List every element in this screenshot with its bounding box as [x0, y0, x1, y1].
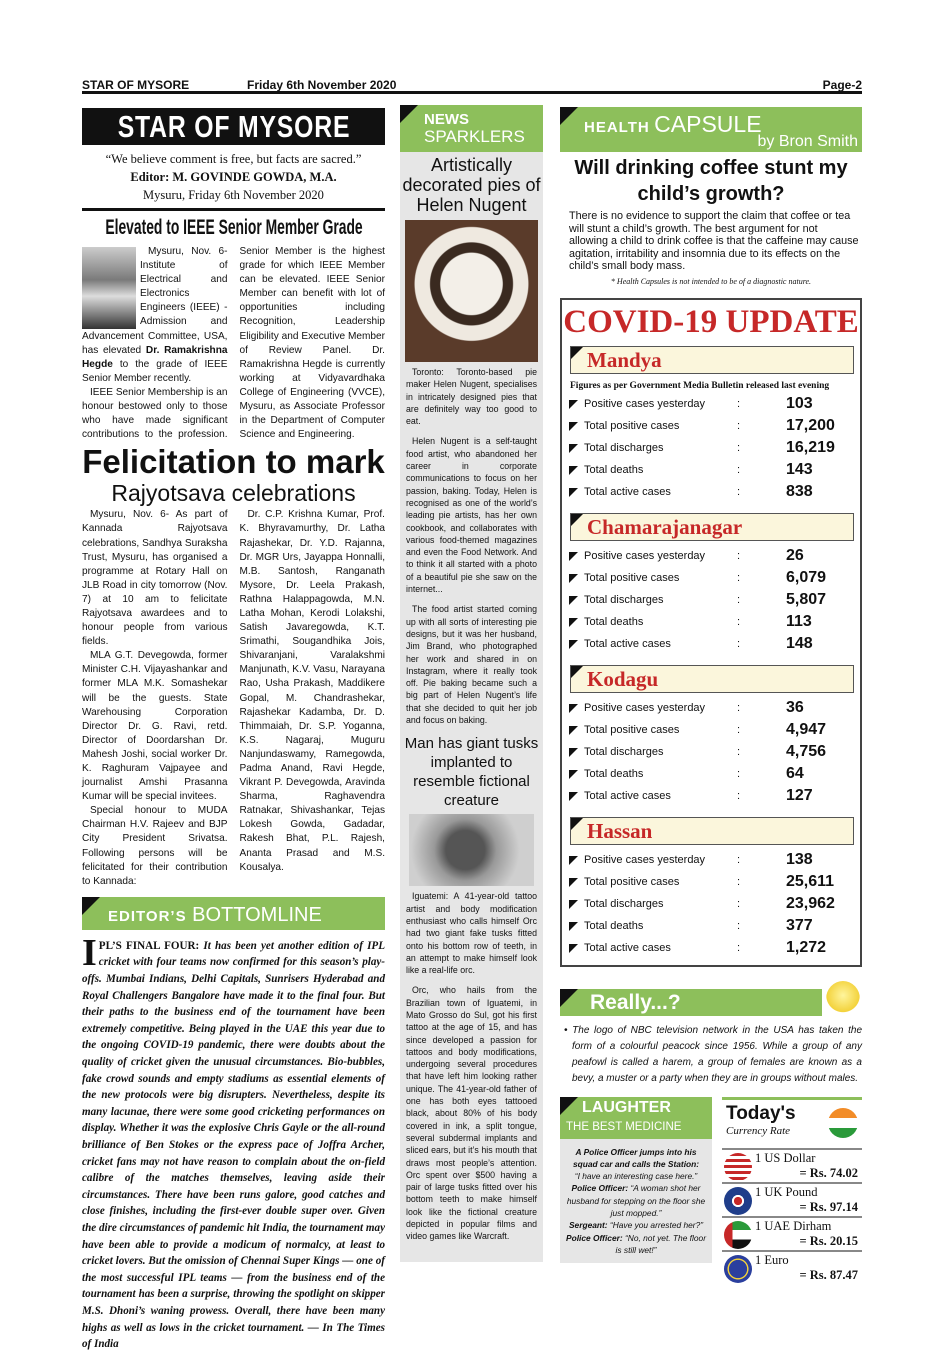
laughter-box	[560, 1097, 712, 1264]
covid-stat-row: Total discharges : 5,807	[562, 589, 860, 611]
covid-stat-row: Total discharges : 23,962	[562, 893, 860, 915]
bullet-triangle-icon	[569, 618, 578, 627]
stat-value: 25,611	[786, 872, 835, 890]
bullet-triangle-icon	[569, 400, 578, 409]
bullet-triangle-icon	[569, 466, 578, 475]
bullet-triangle-icon	[569, 900, 578, 909]
bullet-triangle-icon	[569, 944, 578, 953]
covid-source: Figures as per Government Media Bulletin released last evening	[570, 380, 830, 391]
health-answer: There is no evidence to support the claim that coffee or tea will stunt a child’s growth. The best argument for not allowing a child to drink coffee is that the caffeine may cause agitation, irritability and insomnia due to its effects on the child’s small body mass.	[569, 210, 859, 272]
heart-pie-photo	[405, 220, 538, 362]
bullet-triangle-icon	[569, 704, 578, 713]
district-header-hassan: Hassan	[570, 817, 854, 845]
stat-label: Total discharges	[584, 593, 664, 606]
really-fact: • The logo of NBC television network in the USA has taken the form of a colourful peacock since 1956. While a group of any peafowl is called a harem, a group of females are known as a bevy, a muster or a party when they are in groups without males.	[564, 1024, 862, 1084]
bullet-triangle-icon	[569, 726, 578, 735]
ieee-headline: Elevated to IEEE Senior Member Grade	[104, 216, 363, 239]
district-header-chamarajanagar: Chamarajanagar	[570, 513, 854, 541]
bullet-triangle-icon	[569, 444, 578, 453]
really-banner: Really...?	[560, 989, 822, 1016]
covid-stat-row: Total active cases : 1,272	[562, 937, 860, 959]
bullet-triangle-icon	[569, 596, 578, 605]
currency-row	[722, 1216, 862, 1250]
portrait-photo	[82, 247, 136, 329]
bullet-triangle-icon	[569, 770, 578, 779]
covid-stat-row: Positive cases yesterday : 26	[562, 545, 860, 567]
stat-value: 138	[786, 850, 813, 868]
covid-stat-row: Total deaths : 143	[562, 459, 860, 481]
currency-row	[722, 1182, 862, 1216]
covid-stat-row: Total deaths : 377	[562, 915, 860, 937]
covid-stat-row: Positive cases yesterday : 138	[562, 849, 860, 871]
tagline: “We believe comment is free, but facts are sacred.”	[105, 152, 362, 166]
editorial-text: IPL’S FINAL FOUR: It has been yet another edition of IPL cricket with four teams now confirmed for this season’s play-offs. Mumbai Indians, Delhi Capitals, Sunrisers Hyderabad and Royal Challengers Bangalore have made it to the final four. But their paths to the business end of the tournament have been extremely competitive. Being played in the UAE this year due to the ongoing COVID-19 pandemic, there were doubts about the quality of cricket given the unusual circumstances. Bio-bubbles, fake crowd sounds and empty stadiums as essential elements of the new protocols were big disrupters. Nevertheless, despite its many lacunae, there were some good cricketing performances on display. Whether it was the explosive Chris Gayle or the all-round brilliance of Ben Stokes or the express pace of Joffra Archer, cricket fans may not have reason to complain about the on-field calibre of the matches themselves, leaving aside their circumstances. There have been runs galore, good catches and close finishes, including the first-ever double super over. Given the dire circumstances of pandemic hit India, the tournament may have been able to provide a modicum of normalcy, at least to cricket lovers. But the omission of Chennai Super Kings — one of the most successful IPL teams — from the business end of the tournament has been a surprise, throwing the spotlight on skipper M.S. Dhoni’s waning prowess. Overall, there have been many highs as well as lows in the cricket tournament. — In The Times of India	[82, 931, 385, 1351]
currency-rate: = Rs. 74.02	[799, 1165, 858, 1180]
covid-title: COVID-19 UPDATE	[563, 303, 859, 340]
uk-flag-icon	[724, 1187, 752, 1215]
stat-label: Total positive cases	[584, 419, 680, 432]
stat-label: Total deaths	[584, 463, 644, 476]
india-flag-icon	[828, 1108, 858, 1138]
stat-label: Total discharges	[584, 441, 664, 454]
health-question: Will drinking coffee stunt my child’s growth?	[574, 157, 848, 205]
currency-title: Today's	[726, 1102, 796, 1124]
currency-name: 1 Euro	[755, 1252, 789, 1267]
lightbulb-mascot-icon	[826, 981, 860, 1017]
bullet-triangle-icon	[569, 922, 578, 931]
stat-label: Positive cases yesterday	[584, 701, 706, 714]
us-flag-icon	[724, 1153, 752, 1181]
currency-rate: = Rs. 87.47	[799, 1267, 858, 1282]
bullet-triangle-icon	[569, 552, 578, 561]
left-column	[82, 108, 385, 1353]
ieee-headline-box	[82, 215, 385, 243]
covid-stat-row: Total active cases : 127	[562, 785, 860, 807]
felicitation-headline: Felicitation to mark	[82, 443, 385, 481]
news-sparklers-panel	[400, 105, 543, 1262]
bullet-triangle-icon	[569, 878, 578, 887]
district-header-mandya: Mandya	[570, 346, 854, 374]
bullet-triangle-icon	[569, 856, 578, 865]
masthead-logo: STAR OF MYSORE	[82, 108, 385, 145]
bullet-triangle-icon	[569, 574, 578, 583]
stat-label: Total discharges	[584, 745, 664, 758]
stat-value: 17,200	[786, 416, 835, 434]
bullet-triangle-icon	[569, 748, 578, 757]
pies-headline: Artistically decorated pies of Helen Nugent	[402, 155, 541, 215]
issue-date: Friday 6th November 2020	[247, 78, 397, 92]
bullet-triangle-icon	[569, 640, 578, 649]
right-column	[560, 107, 862, 1284]
health-disclaimer: * Health Capsules is not intended to be of a diagnostic nature.	[610, 276, 812, 286]
covid-stat-row: Total positive cases : 25,611	[562, 871, 860, 893]
stat-label: Total active cases	[584, 637, 671, 650]
laughter-banner: LAUGHTER THE BEST MEDICINE	[560, 1097, 712, 1139]
bullet-triangle-icon	[569, 422, 578, 431]
stat-value: 143	[786, 460, 813, 478]
bullet-triangle-icon	[569, 792, 578, 801]
page-header	[82, 78, 862, 94]
stat-value: 16,219	[786, 438, 835, 456]
stat-value: 64	[786, 764, 804, 782]
stat-label: Total active cases	[584, 789, 671, 802]
covid-stat-row: Total active cases : 838	[562, 481, 860, 503]
really-header	[560, 981, 862, 1017]
health-capsule-banner: HEALTH CAPSULE by Bron Smith	[560, 107, 862, 152]
stat-value: 838	[786, 482, 813, 500]
stat-value: 23,962	[786, 894, 835, 912]
bullet-triangle-icon	[569, 488, 578, 497]
joke-text: A Police Officer jumps into his squad car and calls the Station: “I have an interesting case here.” Police Officer: “A woman shot her husband for stepping on the floor she just mopped.” Sergeant: “Have you arrested her?” Police Officer: “No, not yet. The floor is still wet!”	[566, 1146, 706, 1255]
editor-line: Editor: M. GOVINDE GOWDA, M.A.	[130, 170, 337, 184]
masthead-info	[82, 150, 385, 204]
pies-article: Toronto: Toronto-based pie maker Helen Nugent, specialises in intricately designed pies that are definitely way too good to eat. Helen Nugent is a self-taught food artist, who abandoned her career in corporate communications to focus on her passion, baking. Today, Helen is recognised as one of the world’s leading pie artists, has her own cookbook, and collaborates with various food-themed magazines and even the Food Network. And to think it all started with a photo of a beautiful pie she saw on the internet... The food artist started coming up with all sorts of interesting pie designs, but it was her husband, Jim Brand, who photographed her work and shared in on Instagram, where it really took off. Pie baking became such a big part of Helen Nugent’s life that she decided to quit her job and focus on baking.	[406, 367, 537, 726]
covid-stat-row: Positive cases yesterday : 103	[562, 393, 860, 415]
stat-value: 377	[786, 916, 813, 934]
stat-label: Total active cases	[584, 485, 671, 498]
stat-label: Total deaths	[584, 919, 644, 932]
felicitation-subhead: Rajyotsava celebrations	[111, 480, 356, 507]
currency-name: 1 UK Pound	[755, 1184, 818, 1199]
currency-rate: = Rs. 97.14	[799, 1199, 858, 1214]
felicitation-article: Mysuru, Nov. 6- As part of Kannada Rajyotsava celebrations, Sandhya Suraksha Trust, Mysuru, has organised a programme at Rotary Hall on JLB Road in city tomorrow (Nov. 7) at 10 am to felicitate Rajyotsava awardees and to honour people from various fields. MLA G.T. Devegowda, former Minister C.H. Vijayashankar and former MLA M.K. Somashekar will be the guests. State Warehousing Corporation Director Dr. G. Ravi, retd. Director of Doordarshan Dr. Mahesh Joshi, social worker Dr. K. Raghuram Vajpayee and journalist Amshi Prasanna Kumar will be special invitees. Special honour to MUDA Chairman H.V. Rajeev and BJP City President Srivatsa. Following persons will be felicitated for their contribution to Kannada: Dr. C.P. Krishna Kumar, Prof. K. Bhyravamurthy, Dr. Latha Rajashekar, Dr. Y.D. Rajanna, Dr. MGR Urs, Jayappa Honnalli, M.B. Santosh, Ranganath Mysore, Dr. Leela Prakash, Rathna Halappagowda, M.N. Latha Mohan, Kerodi Lolakshi, Satish Javaregowda, K.T. Srimathi, Sougandhika Jois, Shivaranjani, Varalakshmi Manjunath, K.V. Vasu, Narayana Rao, Usha Prakash, Maddikere Gopal, M. Chandrashekar, Rajashekar Kadamba, Dr. D. Thimmaiah, Dr. S.P. Yoganna, K.S. Nagaraj, Muguru Nanjundaswamy, Ramegowda, Padma Anand, Ravi Hegde, Vikrant P. Devegowda, Aravinda Sharma, Raghavendra Ratnakar, Shivashankar, Tejas Lokesh Gowda, Gadadar, Rakesh Bhat, P.L. Rajesh, Ananta Prasad and M.S. Kousalya.	[82, 509, 385, 887]
tusks-headline: Man has giant tusks implanted to resemble fictional creature	[404, 735, 539, 810]
orc-man-photo	[409, 814, 534, 886]
covid-stat-row: Positive cases yesterday : 36	[562, 697, 860, 719]
covid-stat-row: Total active cases : 148	[562, 633, 860, 655]
currency-name: 1 UAE Dirham	[755, 1218, 832, 1233]
covid-stat-row: Total positive cases : 4,947	[562, 719, 860, 741]
stat-label: Total positive cases	[584, 723, 680, 736]
stat-value: 127	[786, 786, 813, 804]
covid-stat-row: Total deaths : 64	[562, 763, 860, 785]
stat-value: 148	[786, 634, 813, 652]
stat-label: Total active cases	[584, 941, 671, 954]
stat-value: 5,807	[786, 590, 827, 608]
covid-stat-row: Total positive cases : 6,079	[562, 567, 860, 589]
page-number: Page-2	[822, 78, 862, 92]
covid-stat-row: Total positive cases : 17,200	[562, 415, 860, 437]
stat-label: Positive cases yesterday	[584, 549, 706, 562]
stat-label: Positive cases yesterday	[584, 853, 706, 866]
currency-subtitle: Currency Rate	[726, 1124, 791, 1137]
currency-box	[722, 1097, 862, 1284]
stat-value: 1,272	[786, 938, 827, 956]
stat-value: 6,079	[786, 568, 827, 586]
district-header-kodagu: Kodagu	[570, 665, 854, 693]
uae-flag-icon	[724, 1221, 752, 1249]
stat-label: Positive cases yesterday	[584, 397, 706, 410]
dateline: Mysuru, Friday 6th November 2020	[143, 188, 324, 202]
stat-label: Total positive cases	[584, 875, 680, 888]
currency-rate: = Rs. 20.15	[799, 1233, 858, 1248]
news-sparklers-banner: NEWS SPARKLERS	[400, 105, 543, 152]
stat-value: 36	[786, 698, 804, 716]
editors-bottomline-banner: EDITOR’S BOTTOMLINE	[82, 897, 385, 930]
ieee-article: Mysuru, Nov. 6- Institute of Electrical and Electronics Engineers (IEEE) - Admission and Advancement Committee, USA, has elevated Dr. Ramakrishna Hegde to the grade of IEEE Senior Member recently. IEEE Senior Membership is an honour bestowed only to those who have made significant contributions to the profession. Senior Member is the highest grade for which IEEE Member can be elevated. IEEE Senior Member can benefit with lot of opportunities including Recognition, Leadership Eligibility and Executive Member of Review Panel. Dr. Ramakrishna Hegde is currently working at Vidyavardhaka College of Engineering (VVCE), Mysuru, as Associate Professor in the Department of Computer Science and Engineering.	[82, 246, 385, 441]
stat-label: Total positive cases	[584, 571, 680, 584]
currency-row	[722, 1250, 862, 1284]
covid-stat-row: Total discharges : 4,756	[562, 741, 860, 763]
covid-stat-row: Total discharges : 16,219	[562, 437, 860, 459]
stat-value: 26	[786, 546, 804, 564]
covid-stat-row: Total deaths : 113	[562, 611, 860, 633]
stat-value: 103	[786, 394, 813, 412]
stat-value: 4,756	[786, 742, 827, 760]
stat-value: 113	[786, 612, 812, 630]
bottom-boxes	[560, 1097, 862, 1284]
stat-label: Total deaths	[584, 767, 644, 780]
stat-label: Total discharges	[584, 897, 664, 910]
covid-update-box	[560, 298, 862, 967]
currency-row	[722, 1148, 862, 1182]
tusks-article: Iguatemi: A 41-year-old tattoo artist and body modification enthusiast who calls himself Orc had two giant fake tusks fitted onto his bottom row of teeth, in an attempt to make himself look like a real-life orc. Orc, who hails from the Brazilian town of Iguatemi, in Mato Grosso do Sul, got his first tattoo at the age of 15, and has since developed a passion for tattoos and body modifications, undergoing several procedures that have left him looking rather unique. The 41-year-old father of one has both eyes tattooed black, about 80% of his body covered in ink, a split tongue, several subdermal implants and sliced ears, but it’s his mouth that draws most people’s attention. Orc spent over $500 having a pair of large tusks fitted over his bottom teeth to make himself look like the fictional creature depicted in popular films and video games like Warcraft.	[406, 891, 537, 1242]
stat-value: 4,947	[786, 720, 827, 738]
paper-name: STAR OF MYSORE	[82, 78, 190, 92]
currency-name: 1 US Dollar	[755, 1150, 816, 1165]
eu-flag-icon	[724, 1255, 752, 1283]
stat-label: Total deaths	[584, 615, 644, 628]
